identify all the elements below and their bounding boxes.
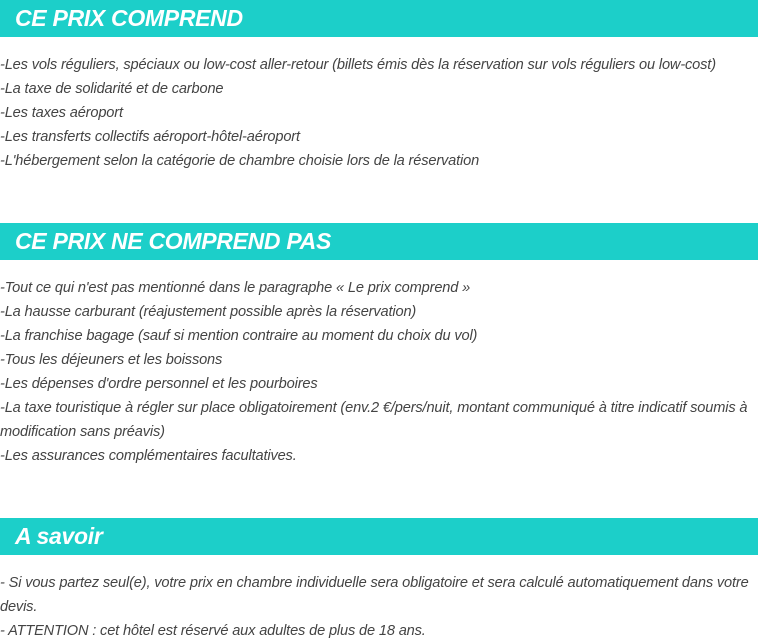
included-section-heading: CE PRIX COMPREND: [0, 0, 758, 37]
list-item: -L'hébergement selon la catégorie de chambre choisie lors de la réservation: [0, 153, 480, 169]
list-item: -La taxe touristique à régler sur place obligatoirement (env.2 €/pers/nuit, montant communiqué à titre indicatif soumis à modification sans préavis): [0, 400, 748, 440]
list-item: -Les transferts collectifs aéroport-hôtel-aéroport: [0, 129, 300, 145]
list-item: -Tous les déjeuners et les boissons: [0, 352, 223, 368]
list-item: -La hausse carburant (réajustement possible après la réservation): [0, 304, 417, 320]
list-item: -Les vols réguliers, spéciaux ou low-cost aller-retour (billets émis dès la réservation sur vols réguliers ou low-cost): [0, 57, 716, 73]
list-item: -Tout ce qui n'est pas mentionné dans le paragraphe « Le prix comprend »: [0, 280, 471, 296]
list-item: -Les assurances complémentaires facultatives.: [0, 448, 297, 464]
list-item: - Si vous partez seul(e), votre prix en chambre individuelle sera obligatoire et sera calculé automatiquement dans votre devis.: [0, 575, 749, 615]
list-item: -Les taxes aéroport: [0, 105, 123, 121]
excluded-section-heading: CE PRIX NE COMPREND PAS: [0, 223, 758, 260]
info-list: [0, 571, 752, 643]
excluded-list: [0, 276, 752, 468]
included-list: [0, 53, 752, 173]
info-section-heading: A savoir: [0, 518, 758, 555]
list-item: - ATTENTION : cet hôtel est réservé aux adultes de plus de 18 ans.: [0, 623, 426, 639]
list-item: -Les dépenses d'ordre personnel et les pourboires: [0, 376, 318, 392]
list-item: -La taxe de solidarité et de carbone: [0, 81, 224, 97]
list-item: -La franchise bagage (sauf si mention contraire au moment du choix du vol): [0, 328, 478, 344]
